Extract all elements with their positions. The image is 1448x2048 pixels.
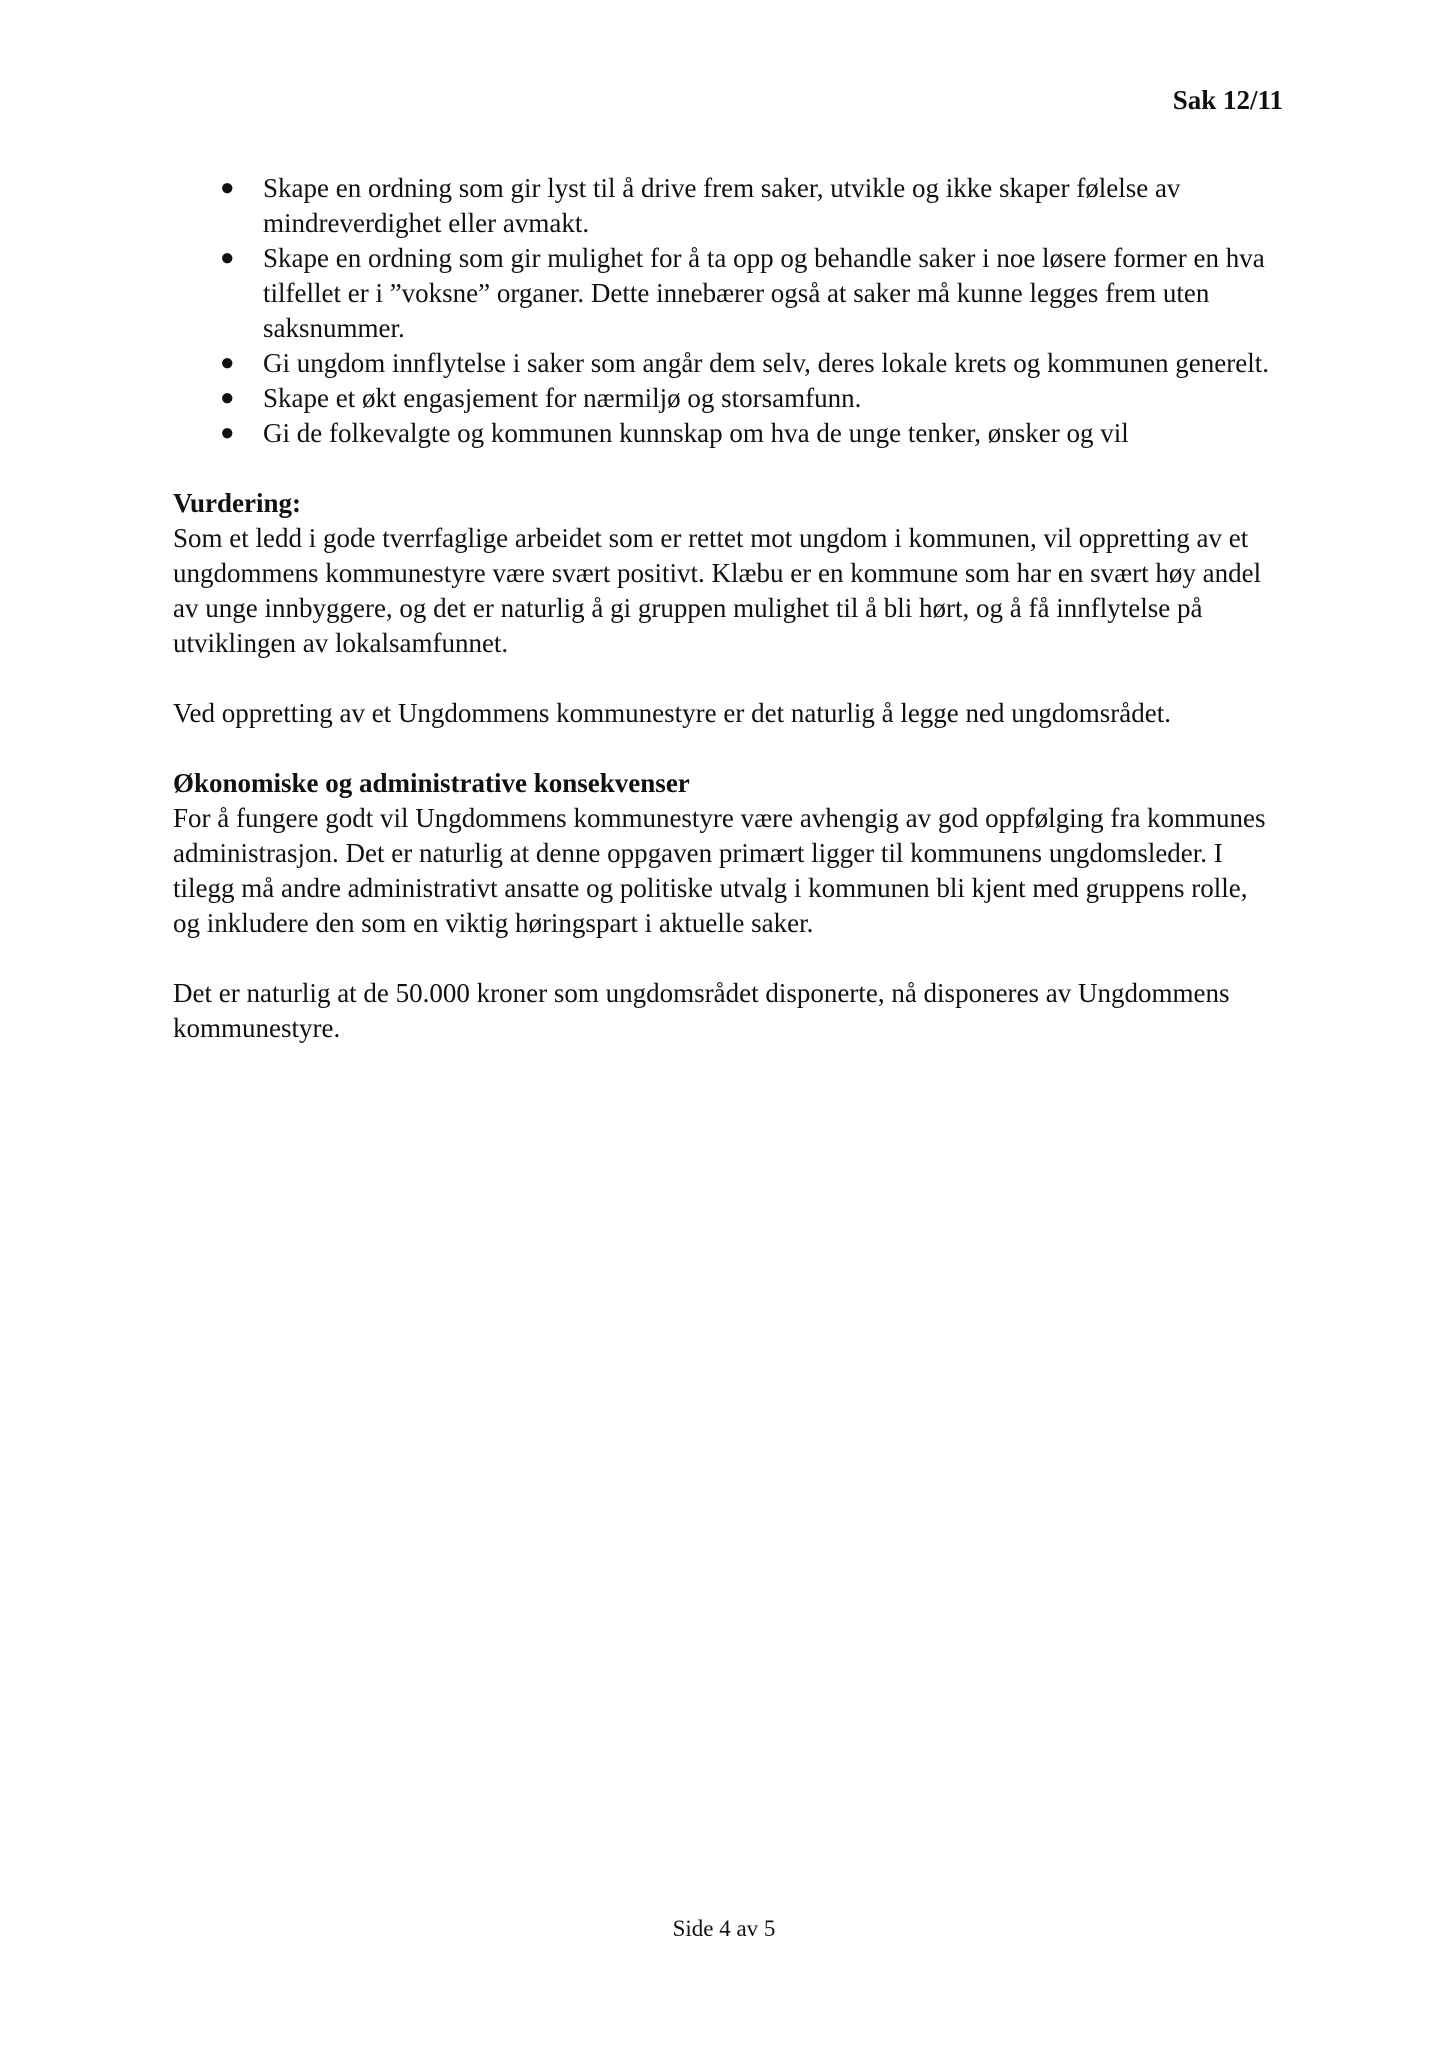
bullet-text: Gi ungdom innflytelse i saker som angår dem selv, deres lokale krets og kommunen generelt. [263, 348, 1269, 378]
vurdering-section [173, 486, 1278, 731]
konsekvenser-heading: Økonomiske og administrative konsekvenser [173, 768, 690, 798]
bullet-item [173, 416, 1278, 451]
page-number: Side 4 av 5 [672, 1916, 776, 1941]
bullet-item [173, 346, 1278, 381]
document-body [173, 171, 1278, 1046]
vurdering-paragraph: Ved oppretting av et Ungdommens kommunestyre er det naturlig å legge ned ungdomsrådet. [173, 698, 1171, 728]
vurdering-heading: Vurdering: [173, 488, 302, 518]
konsekvenser-paragraph: For å fungere godt vil Ungdommens kommunestyre være avhengig av god oppfølging fra kommunes administrasjon. Det er naturlig at denne oppgaven primært ligger til kommunens ungdomsleder. I tilegg må andre administrativt ansatte og politiske utvalg i kommunen bli kjent med gruppens rolle, og inkludere den som en viktig høringspart i aktuelle saker. [173, 803, 1266, 938]
bullet-text: Gi de folkevalgte og kommunen kunnskap om hva de unge tenker, ønsker og vil [263, 418, 1129, 448]
bullet-icon: ● [220, 385, 235, 411]
konsekvenser-section [173, 766, 1278, 1046]
case-reference: Sak 12/11 [1172, 85, 1283, 115]
bullet-item [173, 381, 1278, 416]
bullet-icon: ● [220, 420, 235, 446]
bullet-text: Skape en ordning som gir lyst til å drive frem saker, utvikle og ikke skaper følelse av mindreverdighet eller avmakt. [263, 173, 1181, 238]
bullet-icon: ● [220, 350, 235, 376]
bullet-item [173, 241, 1278, 346]
bullet-icon: ● [220, 245, 235, 271]
bullet-icon: ● [220, 175, 235, 201]
goals-bullet-list [173, 171, 1278, 451]
bullet-text: Skape et økt engasjement for nærmiljø og storsamfunn. [263, 383, 862, 413]
bullet-item [173, 171, 1278, 241]
konsekvenser-paragraph: Det er naturlig at de 50.000 kroner som ungdomsrådet disponerte, nå disponeres av Ungdommens kommunestyre. [173, 978, 1230, 1043]
vurdering-paragraph: Som et ledd i gode tverrfaglige arbeidet som er rettet mot ungdom i kommunen, vil oppretting av et ungdommens kommunestyre være svært positivt. Klæbu er en kommune som har en svært høy andel av unge innbyggere, og det er naturlig å gi gruppen mulighet til å bli hørt, og å få innflytelse på utviklingen av lokalsamfunnet. [173, 523, 1262, 658]
bullet-text: Skape en ordning som gir mulighet for å ta opp og behandle saker i noe løsere former en hva tilfellet er i ”voksne” organer. Dette innebærer også at saker må kunne legges frem uten saksnummer. [263, 243, 1265, 343]
